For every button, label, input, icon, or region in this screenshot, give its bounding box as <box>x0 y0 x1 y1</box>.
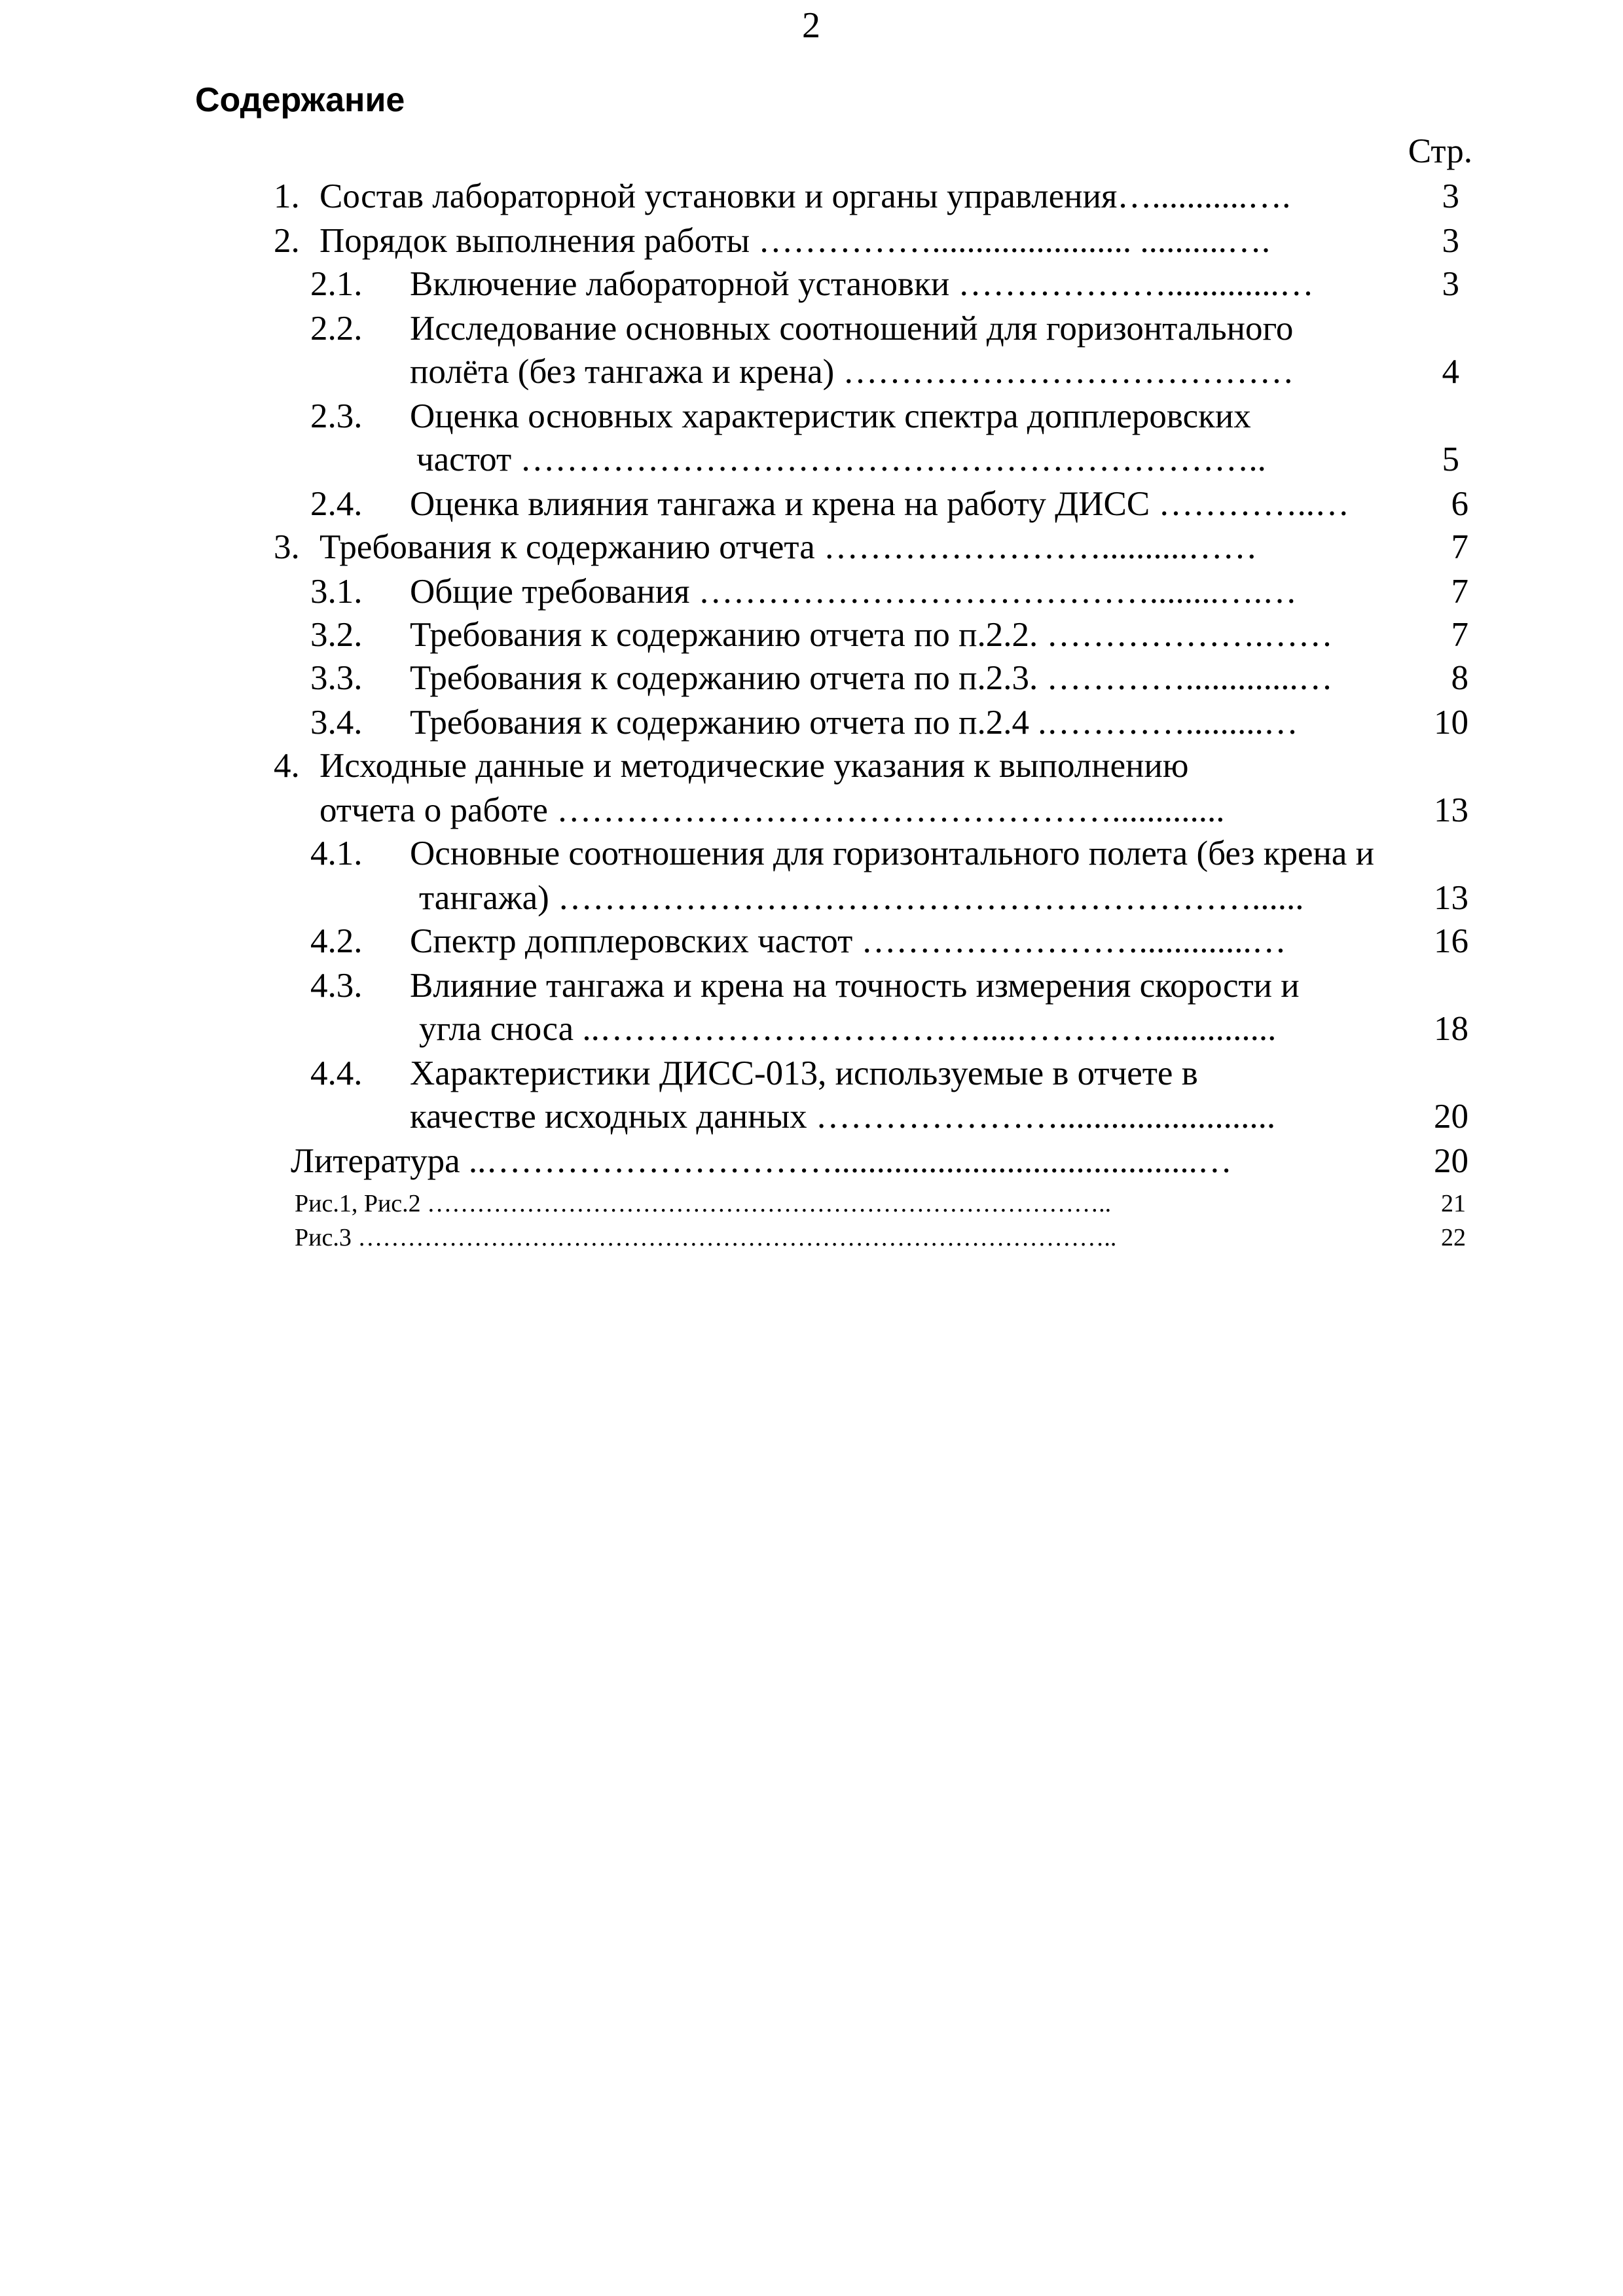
toc-entry-number: 3.1. <box>310 573 363 611</box>
toc-entry-page: 3 <box>1442 177 1459 215</box>
toc-entry-number: 1. <box>274 177 300 215</box>
toc-entry-text: Оценка основных характеристик спектра допплеровских <box>410 397 1251 435</box>
toc-entry-text-cont: частот ……………………………………………………….. <box>416 440 1266 478</box>
toc-entry-page: 13 <box>1434 791 1468 829</box>
toc-entry-page: 22 <box>1441 1224 1466 1251</box>
toc-entry-text: Характеристики ДИСС-013, используемые в отчете в <box>410 1054 1198 1092</box>
toc-entry-page: 10 <box>1434 704 1468 742</box>
page-column-label: Стр. <box>1408 132 1472 170</box>
toc-entry-page: 18 <box>1434 1010 1468 1048</box>
toc-entry-text: Состав лабораторной установки и органы управления…...........…. <box>319 177 1291 215</box>
toc-entry-number: 3.3. <box>310 659 363 697</box>
toc-entry-text: Исследование основных соотношений для горизонтального <box>410 310 1294 348</box>
toc-entry-text-cont: отчета о работе …………………………………………............. <box>319 791 1225 829</box>
toc-entry-page: 8 <box>1451 659 1468 697</box>
toc-entry-text: Рис.3 ……………………………………………………………………………….. <box>295 1224 1117 1251</box>
toc-entry-page: 20 <box>1434 1142 1468 1180</box>
toc-entry-text-cont: полёта (без тангажа и крена) ………………………………… <box>410 353 1294 391</box>
toc-entry-page: 4 <box>1442 353 1459 391</box>
toc-entry-text: Оценка влияния тангажа и крена на работу ДИСС …………..… <box>410 485 1350 523</box>
toc-entry-number: 3. <box>274 528 300 566</box>
toc-entry-text: Основные соотношения для горизонтального полета (без крена и <box>410 834 1375 872</box>
toc-entry-text: Рис.1, Рис.2 ……………………………………………………………………….. <box>295 1190 1112 1217</box>
toc-entry-page: 13 <box>1434 879 1468 917</box>
toc-entry-text: Включение лабораторной установки ……………….............… <box>410 265 1314 303</box>
toc-entry-page: 3 <box>1442 222 1459 260</box>
toc-entry-text: Общие требования …………………………………........….… <box>410 573 1297 611</box>
toc-entry-text: Литература ..…………………………..........................................… <box>291 1142 1232 1180</box>
toc-entry-number: 4.4. <box>310 1054 363 1092</box>
toc-entry-page: 20 <box>1434 1098 1468 1136</box>
toc-entry-number: 2.3. <box>310 397 363 435</box>
toc-entry-text-cont: угла сноса ..……………………………....………….............. <box>419 1010 1277 1048</box>
toc-entry-text: Исходные данные и методические указания к выполнению <box>319 747 1189 785</box>
toc-entry-page: 7 <box>1451 573 1468 611</box>
toc-entry-number: 4.1. <box>310 834 363 872</box>
toc-entry-page: 16 <box>1434 922 1468 960</box>
toc-entry-number: 4.3. <box>310 967 363 1005</box>
toc-entry-text: Влияние тангажа и крена на точность измерения скорости и <box>410 967 1300 1005</box>
toc-entry-number: 2.4. <box>310 485 363 523</box>
toc-entry-number: 3.2. <box>310 616 363 654</box>
toc-entry-text: Требования к содержанию отчета по п.2.3. ………….............… <box>410 659 1333 697</box>
toc-entry-number: 3.4. <box>310 704 363 742</box>
page-title: Содержание <box>195 81 405 119</box>
toc-entry-text-cont: тангажа) ……………………………………………………...... <box>419 879 1304 917</box>
toc-entry-text: Порядок выполнения работы ……………....................... ..........…. <box>319 222 1271 260</box>
toc-entry-number: 4. <box>274 747 300 785</box>
toc-entry-page: 7 <box>1451 528 1468 566</box>
page-number: 2 <box>802 5 820 46</box>
toc-entry-page: 6 <box>1451 485 1468 523</box>
toc-entry-text: Требования к содержанию отчета по п.2.4 .………….........… <box>410 704 1298 742</box>
toc-entry-page: 7 <box>1451 616 1468 654</box>
toc-entry-number: 4.2. <box>310 922 363 960</box>
toc-entry-page: 5 <box>1442 440 1459 478</box>
toc-entry-text: Спектр допплеровских частот …………………….............… <box>410 922 1286 960</box>
toc-entry-page: 21 <box>1441 1190 1466 1217</box>
toc-entry-text: Требования к содержанию отчета ……………………..........…… <box>319 528 1258 566</box>
toc-entry-number: 2.1. <box>310 265 363 303</box>
toc-entry-number: 2. <box>274 222 300 260</box>
toc-entry-text-cont: качестве исходных данных …………………......................... <box>410 1098 1276 1136</box>
toc-entry-page: 3 <box>1442 265 1459 303</box>
toc-entry-number: 2.2. <box>310 310 363 348</box>
toc-entry-text: Требования к содержанию отчета по п.2.2. ……………….…… <box>410 616 1333 654</box>
